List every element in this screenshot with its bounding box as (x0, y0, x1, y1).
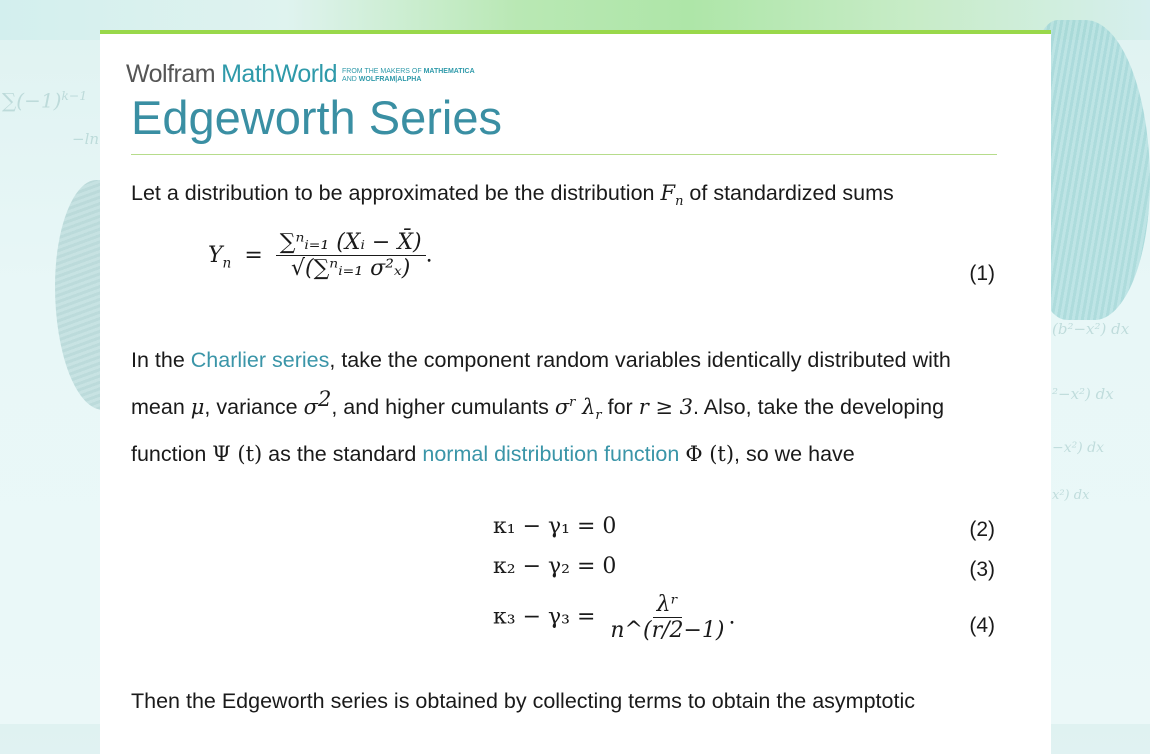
title-divider (131, 154, 997, 155)
math-F: $F_n$ (660, 181, 684, 210)
math-phi: Φ (t) (685, 442, 735, 467)
decorative-formula-3: −x²) dx (1052, 440, 1105, 456)
tagline-wolframalpha: WOLFRAM|ALPHA (358, 76, 422, 83)
decorative-formula-4: x²) dx (1052, 488, 1090, 503)
math-psi: Ψ (t) (212, 442, 263, 467)
mathworld-logo[interactable] (126, 60, 475, 89)
math-condition: r ≥ 3 (638, 395, 694, 419)
equation-3: κ₂ − γ₂ = 0 (493, 554, 617, 579)
eq1-denominator: √(∑ⁿᵢ₌₁ σ²ₓ) (291, 256, 411, 281)
equation-number-1: (1) (969, 262, 995, 285)
link-normal-distribution-function[interactable]: normal distribution function (422, 442, 680, 467)
decorative-formula-2: ²−x²) dx (1052, 385, 1114, 403)
logo-tagline (342, 68, 475, 84)
text: Let a distribution to be approximated be the distribution (131, 181, 661, 205)
tagline-text-1: FROM THE MAKERS OF (342, 68, 424, 75)
link-charlier-series[interactable]: Charlier series (190, 348, 330, 372)
math-sigma2: $\sigma^2$ (303, 387, 332, 419)
eq1-numerator: ∑ⁿᵢ₌₁ (Xᵢ − X̄) (276, 230, 426, 256)
tagline-mathematica: MATHEMATICA (423, 68, 475, 75)
eq4-fraction (606, 592, 728, 643)
decorative-formula-1: (b²−x²) dx (1052, 320, 1130, 338)
text: . Also, take the developing function (131, 395, 945, 467)
paragraph-charlier (131, 341, 1001, 474)
equation-4: κ₃ − γ₃ = $\frac{\text{λʳ}}{n\^{}(r/2-1)}$ . (493, 592, 736, 643)
logo-mathworld: MathWorld (221, 60, 338, 88)
tagline-text-2: AND (342, 76, 359, 83)
math-sigma-r-lambda: $\sigma^r$ $\lambda_r$ (554, 395, 602, 424)
equation-number-3: (3) (969, 558, 995, 581)
text: , so we have (734, 442, 855, 467)
text: In the (131, 348, 191, 372)
math-mu: μ (190, 395, 205, 419)
eq4-denominator: n^(r/2−1) (610, 618, 725, 643)
page-title: Edgeworth Series (131, 91, 502, 144)
equation-number-2: (2) (969, 518, 995, 541)
equation-number-4: (4) (969, 614, 995, 637)
text: of standardized sums (683, 181, 894, 205)
text: , variance (204, 395, 304, 419)
logo-wolfram: Wolfram (126, 60, 216, 88)
equation-1: $Y_n$ = $\frac{\text{∑ⁿᵢ₌₁ (Xᵢ − X̄)}}{\text{√(∑ⁿᵢ₌₁ σ²ₓ)}}$ . (208, 230, 433, 281)
paragraph-edgeworth: Then the Edgeworth series is obtained by collecting terms to obtain the asymptotic (131, 689, 915, 713)
equation-2: κ₁ − γ₁ = 0 (493, 514, 617, 539)
text: , take the component random variables identically distributed with mean (131, 348, 951, 419)
eq1-fraction (276, 230, 426, 281)
decorative-formula-sum: $\sum(-1)^{k-1}$ (2, 88, 88, 113)
text: for (601, 395, 639, 419)
content-card (100, 30, 1051, 754)
eq4-lhs: κ₃ − γ₃ = (493, 604, 596, 630)
paragraph-intro (131, 174, 1001, 221)
text: as the standard (262, 442, 423, 467)
decorative-formula-ln: −ln (72, 130, 100, 148)
eq1-lhs: $Y_n$ (208, 242, 232, 271)
text: , and higher cumulants (331, 395, 555, 419)
eq4-numerator: λʳ (653, 592, 683, 618)
